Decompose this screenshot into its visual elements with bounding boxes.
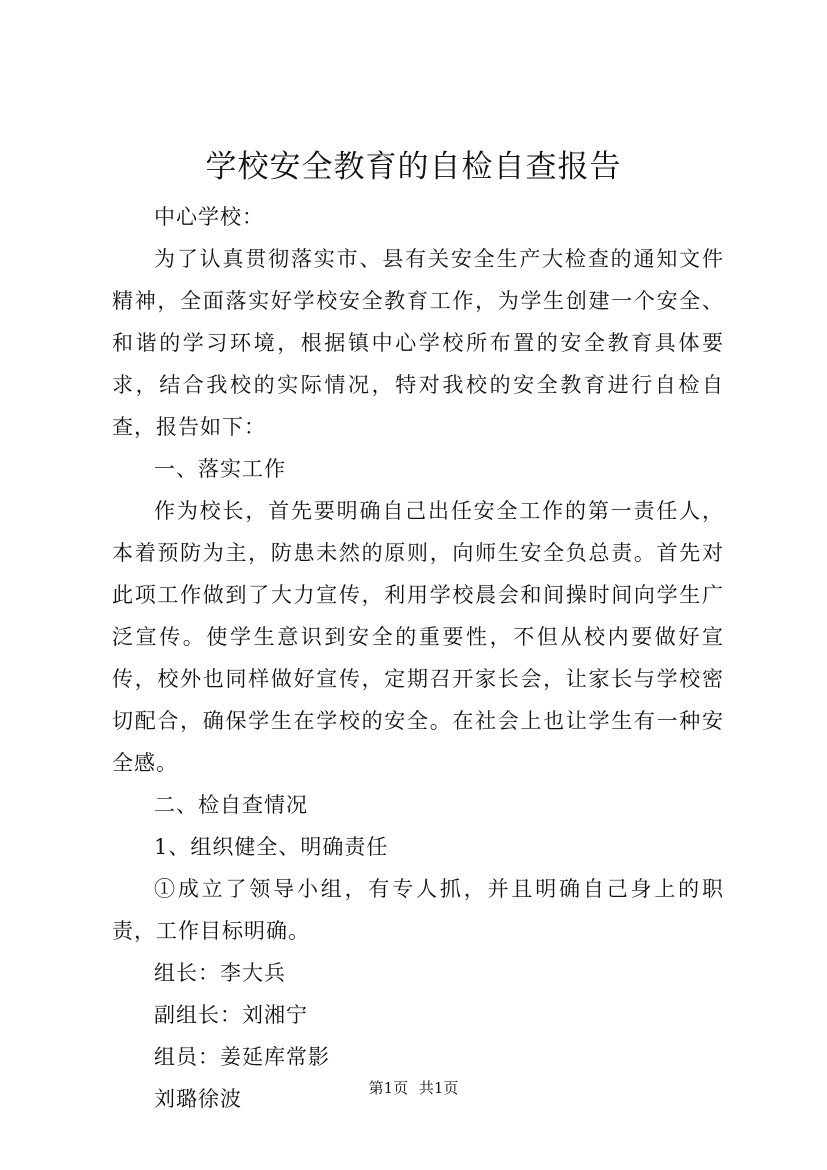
document-title: 学校安全教育的自检自查报告 (205, 149, 622, 185)
document-body (112, 196, 724, 1120)
intro-paragraph: 为了认真贯彻落实市、县有关安全生产大检查的通知文件精神，全面落实好学校安全教育工作，为学生创建一个安全、和谐的学习环境，根据镇中心学校所布置的安全教育具体要求，结合我校的实际情况，特对我校的安全教育进行自检自查，报告如下： (112, 247, 724, 439)
section-1-paragraph: 作为校长，首先要明确自己出任安全工作的第一责任人，本着预防为主，防患未然的原则，向师生安全负总责。首先对此项工作做到了大力宣传，利用学校晨会和间操时间向学生广泛宣传。使学生意识到安全的重要性，不但从校内要做好宣传，校外也同样做好宣传，定期召开家长会，让家长与学校密切配合，确保学生在学校的安全。在社会上也让学生有一种安全感。 (112, 499, 724, 775)
page-number-footer: 第1页 共1页 (368, 1079, 459, 1097)
salutation: 中心学校： (154, 205, 264, 229)
section-heading-1: 一、落实工作 (154, 457, 286, 481)
members-line: 组员：姜延库常影 (154, 1045, 330, 1069)
group-leader-line: 组长：李大兵 (154, 961, 286, 985)
section-heading-2: 二、检自查情况 (154, 793, 308, 817)
deputy-leader-line: 副组长：刘湘宁 (154, 1003, 308, 1027)
subsection-heading-1: 1、组织健全、明确责任 (154, 835, 389, 859)
item-paragraph-1: ①成立了领导小组，有专人抓，并且明确自己身上的职责，工作目标明确。 (112, 877, 724, 943)
members-line-continued: 刘璐徐波 (154, 1087, 242, 1111)
